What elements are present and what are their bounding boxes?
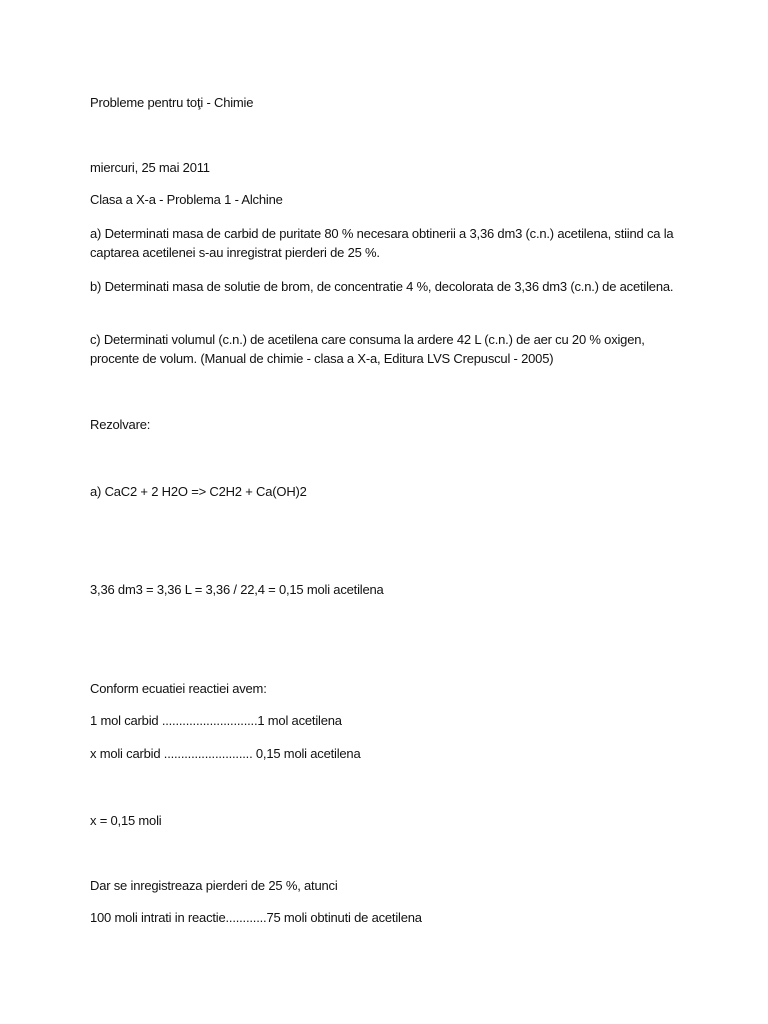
post-date: miercuri, 25 mai 2011	[90, 160, 210, 175]
question-c: c) Determinati volumul (c.n.) de acetilena care consuma la ardere 42 L (c.n.) de aer cu 20 % oxigen, procente de volum. (Manual de chimie - clasa a X-a, Editura LVS Crepuscul - 2005)	[90, 332, 645, 366]
solution-label: Rezolvare:	[90, 417, 151, 432]
moles-calculation: 3,36 dm3 = 3,36 L = 3,36 / 22,4 = 0,15 moli acetilena	[90, 582, 384, 597]
yield-line: 100 moli intrati in reactie............75 moli obtinuti de acetilena	[90, 910, 422, 925]
question-b: b) Determinati masa de solutie de brom, de concentratie 4 %, decolorata de 3,36 dm3 (c.n.) de acetilena.	[90, 279, 674, 294]
losses-text: Dar se inregistreaza pierderi de 25 %, atunci	[90, 878, 338, 893]
x-value: x = 0,15 moli	[90, 813, 162, 828]
according-text: Conform ecuatiei reactiei avem:	[90, 681, 267, 696]
document-title: Probleme pentru toţi - Chimie	[90, 95, 254, 110]
problem-heading: Clasa a X-a - Problema 1 - Alchine	[90, 192, 283, 207]
reaction-equation: a) CaC2 + 2 H2O => C2H2 + Ca(OH)2	[90, 484, 307, 499]
ratio-line-2: x moli carbid .......................... 0,15 moli acetilena	[90, 746, 361, 761]
question-a: a) Determinati masa de carbid de puritate 80 % necesara obtinerii a 3,36 dm3 (c.n.) acetilena, stiind ca la captarea acetilenei s-au inregistrat pierderi de 25 %.	[90, 226, 674, 260]
ratio-line-1: 1 mol carbid ............................1 mol acetilena	[90, 713, 342, 728]
